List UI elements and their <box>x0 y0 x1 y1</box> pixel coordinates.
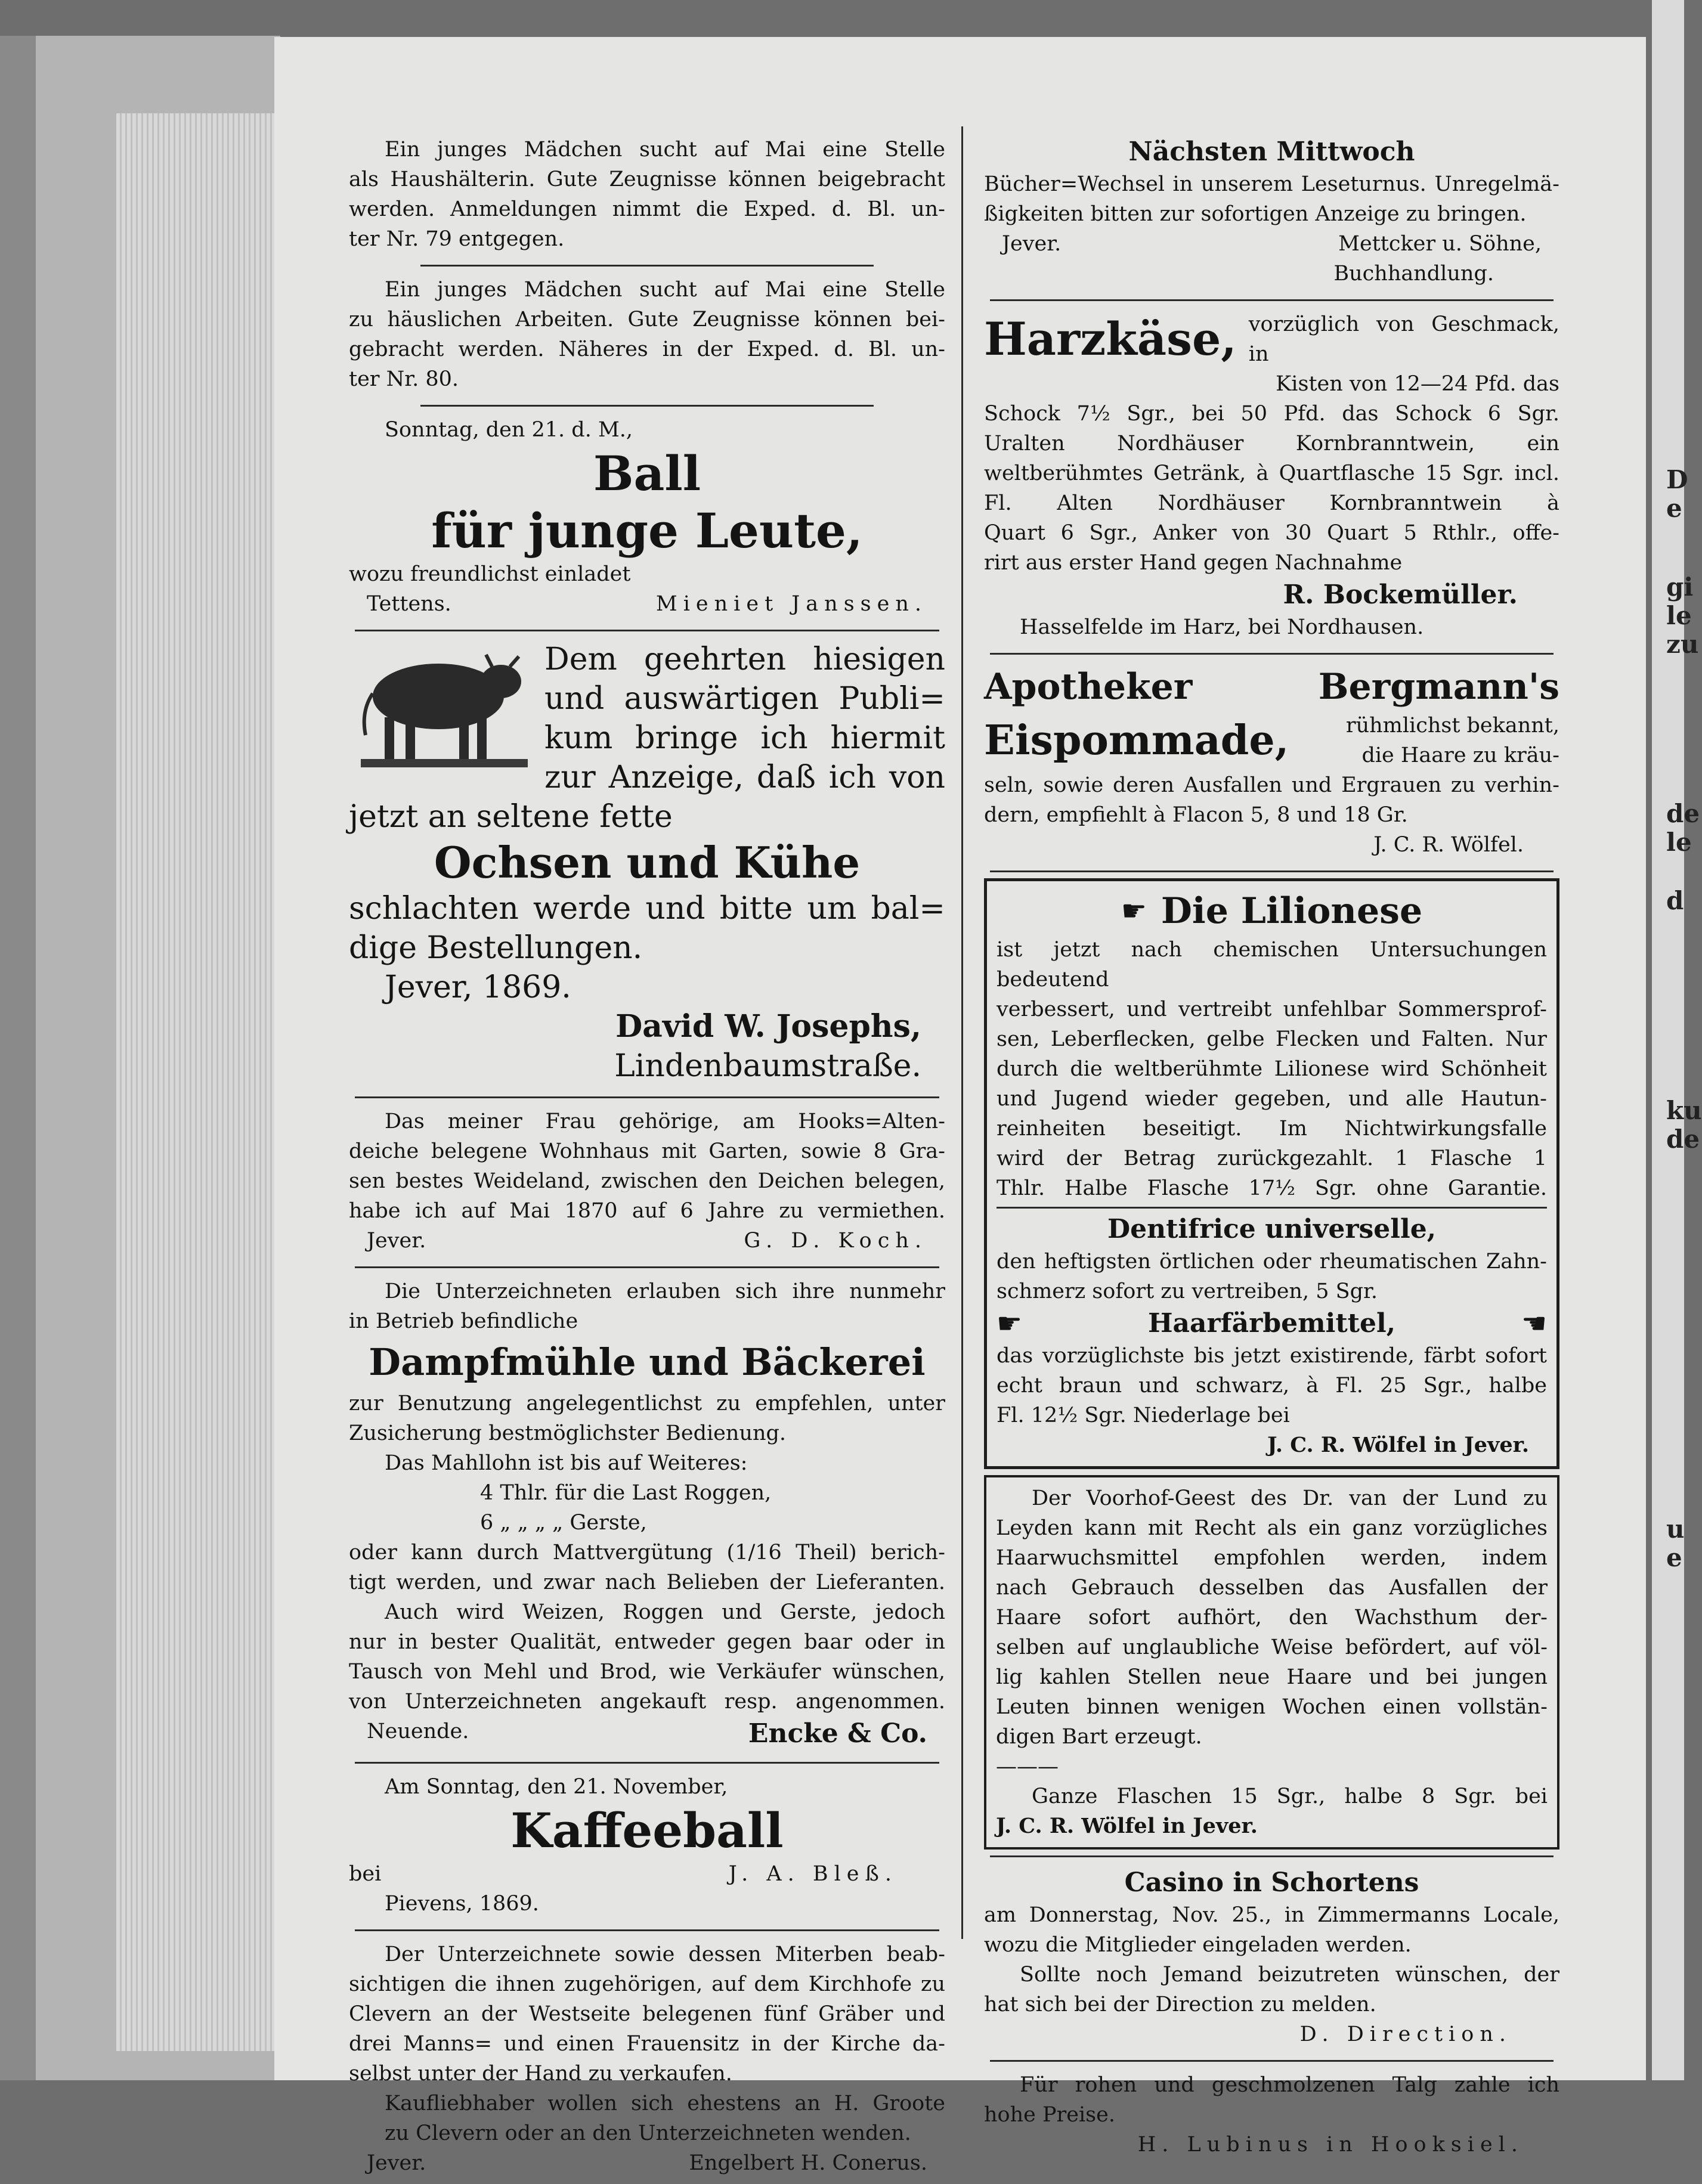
text-line: drei Manns= und einen Frauensitz in der Kirche da- <box>349 2032 945 2056</box>
text-line: weltberühmtes Getränk, à Quartflasche 15 Sgr. incl. <box>984 461 1559 485</box>
text-line: digen Bart erzeugt. <box>996 1725 1202 1749</box>
kaffee-place: Pievens, 1869. <box>385 1892 539 1916</box>
next-page-fragment: de <box>1666 1124 1700 1154</box>
next-page-fragment: d <box>1666 886 1684 915</box>
ad-pomade <box>984 659 1559 866</box>
page-stack <box>116 113 283 2051</box>
kaffee-bei: bei <box>349 1862 382 1886</box>
casino-sig: D. Direction. <box>1299 2022 1512 2046</box>
ball-subtitle: für junge Leute, <box>431 503 863 559</box>
next-page-fragment: e <box>1666 494 1682 523</box>
text-line: sen bestes Weideland, zwischen den Deichen belegen, <box>349 1169 945 1193</box>
text-line: schmerz sofort zu vertreiben, 5 Sgr. <box>997 1280 1378 1303</box>
text-line: Haare sofort aufhört, den Wachsthum der- <box>996 1606 1548 1630</box>
graves-place: Jever. <box>367 2151 426 2175</box>
text-line: den heftigsten örtlichen oder rheumatischen Zahn- <box>997 1250 1547 1274</box>
text-line: seln, sowie deren Ausfallen und Ergrauen zu verhin- <box>984 773 1559 797</box>
text-line: nur in bester Qualität, entweder gegen baar oder in <box>349 1630 945 1654</box>
text-line: hohe Preise. <box>984 2103 1115 2127</box>
pomade-subtitle: Eispommade, <box>984 717 1289 764</box>
text-line: reinheiten beseitigt. Im Nichtwirkungsfalle <box>997 1117 1547 1141</box>
text-line: ter Nr. 80. <box>349 367 459 391</box>
casino-title: Casino in Schortens <box>1124 1867 1419 1898</box>
text-line: selbst unter der Hand zu verkaufen. <box>349 2062 732 2086</box>
ad-harzkaese <box>984 306 1559 648</box>
text-line: Sollte noch Jemand beizutreten wünschen, der <box>1020 1963 1559 1987</box>
mill-name: Encke & Co. <box>748 1718 927 1749</box>
text-line: Auch wird Weizen, Roggen und Gerste, jedoch <box>385 1600 945 1624</box>
text-line: Das meiner Frau gehörige, am Hooks=Alten- <box>385 1110 945 1133</box>
lilionese-title: Die Lilionese <box>1161 890 1423 932</box>
mill-title: Dampfmühle und Bäckerei <box>369 1340 926 1384</box>
voorhof-seller: J. C. R. Wölfel in Jever. <box>996 1814 1258 1838</box>
ad-casino <box>984 1862 1559 2055</box>
text-line: echt braun und schwarz, à Fl. 25 Sgr., halbe <box>997 1374 1547 1398</box>
text-line: Thlr. Halbe Flasche 17½ Sgr. ohne Garantie. <box>997 1176 1547 1200</box>
ad-kaffeeball <box>349 1768 945 1925</box>
next-page-fragment: le <box>1666 828 1692 857</box>
text-line: Das Mahllohn ist bis auf Weiteres: <box>385 1451 748 1475</box>
talg-sig: H. Lubinus in Hooksiel. <box>1137 2133 1524 2157</box>
text-line: Uralten Nordhäuser Kornbranntwein, ein <box>984 432 1559 456</box>
text-line: rirt aus erster Hand gegen Nachnahme <box>984 551 1403 575</box>
separator <box>355 1762 939 1764</box>
text-line: in Betrieb befindliche <box>349 1309 578 1333</box>
text-line: Bücher=Wechsel in unserem Leseturnus. Unregelmä- <box>984 172 1559 196</box>
text-line: das vorzüglichste bis jetzt existirende, färbt sofort <box>997 1344 1547 1368</box>
text-line: habe ich auf Mai 1870 auf 6 Jahre zu vermiethen. <box>349 1199 945 1223</box>
harz-place: Hasselfelde im Harz, bei Nordhausen. <box>1020 615 1424 639</box>
text-line: zu häuslichen Arbeiten. Gute Zeugnisse können bei- <box>349 308 945 332</box>
text-line: als Haushälterin. Gute Zeugnisse können beigebracht <box>349 168 945 191</box>
text-line: lig kahlen Stellen neue Haare und bei jungen <box>996 1665 1548 1689</box>
ball-title: Ball <box>593 445 701 501</box>
text-line: und Jugend wieder gegeben, und alle Hautun- <box>997 1087 1547 1111</box>
dentifrice-title: Dentifrice universelle, <box>1107 1214 1437 1244</box>
text-line: am Donnerstag, Nov. 25., in Zimmermanns Locale, <box>984 1903 1559 1927</box>
next-page-fragment: u <box>1666 1514 1685 1544</box>
text-line: Fl. 12½ Sgr. Niederlage bei <box>997 1404 1290 1427</box>
next-page-fragment: ku <box>1666 1096 1702 1125</box>
separator <box>355 1266 939 1268</box>
ad-housework <box>349 271 945 400</box>
separator <box>990 653 1554 655</box>
lilionese-seller: J. C. R. Wölfel in Jever. <box>1267 1433 1529 1457</box>
separator <box>990 299 1554 301</box>
text-line: und auswärtigen Publi= <box>544 681 945 717</box>
text-line: dige Bestellungen. <box>349 930 643 966</box>
separator <box>990 2060 1554 2062</box>
books-sub: Buchhandlung. <box>1333 262 1494 286</box>
separator <box>420 265 874 267</box>
ad-housekeeper <box>349 131 945 260</box>
separator <box>997 1207 1547 1209</box>
text-line: Der Unterzeichnete sowie dessen Miterben beab- <box>385 1943 945 1966</box>
next-page-edge <box>1652 0 1702 2080</box>
left-column <box>349 131 945 2184</box>
next-page-fragment: e <box>1666 1543 1682 1572</box>
ad-oxen <box>349 636 945 1092</box>
separator <box>990 870 1554 872</box>
book-spine <box>0 36 36 2080</box>
text-line: sichtigen die ihnen zugehörigen, auf dem Kirchhofe zu <box>349 1972 945 1996</box>
ad-voorhof-box <box>984 1475 1559 1850</box>
ball-invite: wozu freundlichst einladet <box>349 562 631 586</box>
next-page-fragment: zu <box>1666 630 1699 659</box>
text-line: Die Unterzeichneten erlauben sich ihre nunmehr <box>385 1280 945 1303</box>
text-line: selben auf unglaubliche Weise befördert, auf völ- <box>996 1635 1548 1659</box>
text-line: Der Voorhof-Geest des Dr. van der Lund zu <box>1032 1486 1548 1510</box>
text-line: werden. Anmeldungen nimmt die Exped. d. Bl. un- <box>349 197 945 221</box>
text-line: Kisten von 12—24 Pfd. das <box>1276 372 1559 396</box>
separator <box>420 405 874 407</box>
text-line: rühmlichst bekannt, <box>1345 714 1559 738</box>
separator <box>990 1855 1554 1857</box>
text-line: Kaufliebhaber wollen sich ehestens an H. Groote <box>385 2092 945 2115</box>
ball-host: Mieniet Janssen. <box>655 592 927 616</box>
text-line: Dem geehrten hiesigen <box>544 642 945 677</box>
ad-books <box>984 131 1559 295</box>
ad-house-rent <box>349 1103 945 1262</box>
text-line: 4 Thlr. für die Last Roggen, <box>480 1481 772 1505</box>
text-line: tigt werden, und zwar nach Belieben der Lieferanten. <box>349 1570 945 1594</box>
books-place: Jever. <box>1002 232 1062 256</box>
text-line: deiche belegene Wohnhaus mit Garten, sowie 8 Gra- <box>349 1139 945 1163</box>
separator <box>355 1929 939 1931</box>
ad-mill <box>349 1273 945 1757</box>
separator <box>355 630 939 631</box>
house-name: G. D. Koch. <box>744 1229 927 1253</box>
graves-name: Engelbert H. Conerus. <box>689 2151 927 2175</box>
text-line: jetzt an seltene fette <box>349 799 673 835</box>
text-line: zur Anzeige, daß ich von <box>544 760 945 795</box>
text-line: vorzüglich von Geschmack, in <box>1248 312 1559 366</box>
kaffee-date: Am Sonntag, den 21. November, <box>385 1775 728 1799</box>
text-line: dern, empfiehlt à Flacon 5, 8 und 18 Gr. <box>984 803 1408 827</box>
text-line: Tausch von Mehl und Brod, wie Verkäufer wünschen, <box>349 1660 945 1684</box>
ad-ball <box>349 411 945 625</box>
kaffee-title: Kaffeeball <box>510 1802 784 1858</box>
harz-title: Harzkäse, <box>984 312 1237 365</box>
text-line: schlachten werde und bitte um bal= <box>349 891 945 927</box>
mill-place: Neuende. <box>367 1720 469 1743</box>
text-line: gebracht werden. Näheres in der Exped. d. Bl. un- <box>349 337 945 361</box>
text-line: sen, Leberflecken, gelbe Flecken und Falten. Nur <box>997 1027 1547 1051</box>
oxen-street: Lindenbaumstraße. <box>614 1048 921 1084</box>
text-line: Ganze Flaschen 15 Sgr., halbe 8 Sgr. bei <box>1032 1785 1548 1808</box>
pointing-hand-icon: ☛ <box>1121 894 1147 928</box>
ball-date: Sonntag, den 21. d. M., <box>385 418 633 442</box>
text-line: zu Clevern oder an den Unterzeichneten wenden. <box>385 2121 911 2145</box>
ad-lilionese-box <box>984 878 1559 1469</box>
text-line: ist jetzt nach chemischen Untersuchungen bedeutend <box>997 938 1547 992</box>
text-line: Für rohen und geschmolzenen Talg zahle ich <box>1020 2073 1559 2097</box>
next-page-fragment: de <box>1666 799 1700 828</box>
ad-graves <box>349 1936 945 2184</box>
text-line: Quart 6 Sgr., Anker von 30 Quart 5 Rthlr., offe- <box>984 521 1559 545</box>
right-column <box>984 131 1559 2166</box>
text-line: 6 „ „ „ „ Gerste, <box>480 1511 647 1535</box>
text-line: ßigkeiten bitten zur sofortigen Anzeige zu bringen. <box>984 202 1527 226</box>
text-line: Fl. Alten Nordhäuser Kornbranntwein à <box>984 491 1559 515</box>
ad-talg <box>984 2067 1559 2166</box>
books-title: Nächsten Mittwoch <box>1128 137 1415 167</box>
text-line: Clevern an der Westseite belegenen fünf Gräber und <box>349 2002 945 2026</box>
dash-line: ——— <box>996 1755 1059 1779</box>
text-line: Leuten binnen wenigen Wochen einen vollstän- <box>996 1695 1548 1719</box>
text-line: hat sich bei der Direction zu melden. <box>984 1993 1376 2016</box>
text-line: Schock 7½ Sgr., bei 50 Pfd. das Schock 6 Sgr. <box>984 402 1559 426</box>
next-page-fragment: le <box>1666 601 1692 630</box>
next-page-fragment: gi <box>1666 572 1694 602</box>
text-line: Leyden kann mit Recht als ein ganz vorzügliches <box>996 1516 1548 1540</box>
oxen-place: Jever, 1869. <box>385 969 571 1005</box>
separator <box>355 1096 939 1098</box>
text-line: Haarwuchsmittel empfohlen werden, indem <box>996 1546 1548 1570</box>
harz-name: R. Bockemüller. <box>1283 580 1518 610</box>
hair-dye-title: Haarfärbemittel, <box>1147 1308 1396 1339</box>
next-page-fragment: D <box>1666 465 1688 494</box>
text-line: von Unterzeichneten angekauft resp. angenommen. <box>349 1690 945 1714</box>
text-line: kum bringe ich hiermit <box>544 720 945 756</box>
ox-icon <box>349 640 534 777</box>
kaffee-host: J. A. Bleß. <box>728 1862 898 1886</box>
pointing-hand-icon: ☚ <box>1521 1307 1547 1340</box>
pomade-name: J. C. R. Wölfel. <box>1373 833 1524 857</box>
text-line: wozu die Mitglieder eingeladen werden. <box>984 1933 1412 1957</box>
oxen-title: Ochsen und Kühe <box>434 837 861 888</box>
text-line: durch die weltberühmte Lilionese wird Schönheit <box>997 1057 1547 1081</box>
oxen-name: David W. Josephs, <box>615 1008 921 1045</box>
text-line: Ein junges Mädchen sucht auf Mai eine Stelle <box>385 138 945 162</box>
pointing-hand-icon: ☛ <box>997 1307 1023 1340</box>
pomade-title: Apotheker Bergmann's <box>984 666 1559 708</box>
text-line: Ein junges Mädchen sucht auf Mai eine Stelle <box>385 278 945 302</box>
text-line: die Haare zu kräu- <box>1361 744 1559 767</box>
text-line: ter Nr. 79 entgegen. <box>349 227 565 251</box>
text-line: Zusicherung bestmöglichster Bedienung. <box>349 1421 787 1445</box>
books-name: Mettcker u. Söhne, <box>1338 232 1542 256</box>
column-rule <box>961 126 963 1939</box>
text-line: nach Gebrauch desselben das Ausfallen der <box>996 1576 1548 1600</box>
ball-place: Tettens. <box>367 592 451 616</box>
house-place: Jever. <box>367 1229 426 1253</box>
text-line: oder kann durch Mattvergütung (1/16 Theil) berich- <box>349 1541 945 1565</box>
text-line: wird der Betrag zurückgezahlt. 1 Flasche 1 <box>997 1147 1547 1170</box>
text-line: zur Benutzung angelegentlichst zu empfehlen, unter <box>349 1392 945 1415</box>
text-line: verbessert, und vertreibt unfehlbar Sommersprof- <box>997 997 1547 1021</box>
